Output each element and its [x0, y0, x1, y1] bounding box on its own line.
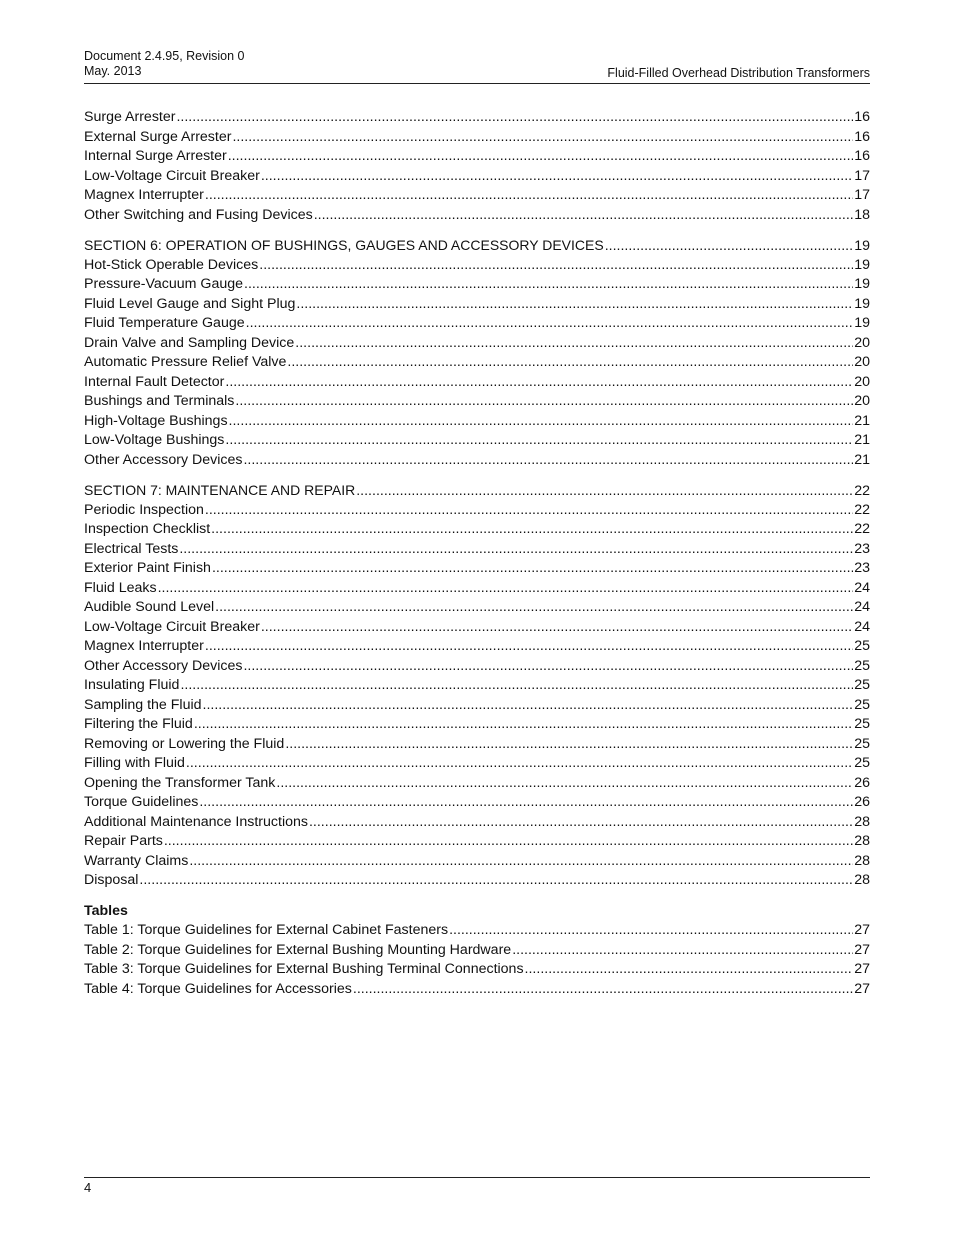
toc-entry-title: Torque Guidelines	[84, 794, 199, 810]
tables-heading: Tables	[84, 902, 128, 919]
toc-entry-page: 27	[854, 922, 870, 938]
toc-group	[84, 481, 870, 891]
toc-entry-page: 22	[854, 521, 870, 537]
toc-entry-title: External Surge Arrester	[84, 128, 232, 145]
dot-leader	[259, 256, 853, 276]
toc-entry-title: Pressure-Vacuum Gauge	[84, 276, 244, 292]
toc-entry-page: 23	[854, 560, 870, 576]
toc-entry[interactable]	[84, 501, 870, 521]
toc-entry-page: 24	[854, 599, 870, 615]
toc-entry-title: Low-Voltage Circuit Breaker	[84, 618, 260, 635]
toc-entry-title: Removing or Lowering the Fluid	[84, 735, 285, 752]
toc-entry-page: 19	[854, 295, 870, 312]
toc-entry[interactable]	[84, 334, 870, 354]
toc-entry[interactable]	[84, 256, 870, 276]
page-number: 4	[84, 1180, 92, 1195]
toc-section-heading[interactable]	[84, 481, 870, 501]
toc-entry[interactable]	[84, 637, 870, 657]
toc-entry-page: 16	[854, 109, 870, 125]
toc-entry[interactable]	[84, 295, 870, 315]
dot-leader	[205, 501, 853, 521]
toc-entry-title: Other Accessory Devices	[84, 657, 243, 674]
toc-entry[interactable]	[84, 618, 870, 638]
toc-entry-page: 24	[854, 618, 870, 635]
toc-entry[interactable]	[84, 559, 870, 579]
toc-entry-page: 21	[854, 451, 870, 468]
toc-entry[interactable]	[84, 128, 870, 148]
page-footer	[84, 1177, 870, 1195]
toc-entry-title: Fluid Temperature Gauge	[84, 315, 245, 331]
toc-entry-title: Hot-Stick Operable Devices	[84, 256, 259, 273]
dot-leader	[243, 451, 853, 471]
toc-entry-title: Internal Fault Detector	[84, 373, 225, 390]
toc-entry[interactable]	[84, 314, 870, 334]
page-header	[84, 49, 870, 84]
toc-entry[interactable]	[84, 412, 870, 432]
toc-entry[interactable]	[84, 832, 870, 852]
toc-entry-title: Exterior Paint Finish	[84, 560, 211, 576]
toc-entry-page: 21	[854, 432, 870, 448]
dot-leader	[243, 657, 853, 677]
dot-leader	[139, 871, 853, 891]
toc-entry[interactable]	[84, 676, 870, 696]
toc-entry[interactable]	[84, 147, 870, 167]
dot-leader	[525, 960, 854, 980]
toc-entry-title: Automatic Pressure Relief Valve	[84, 354, 287, 370]
toc-entry[interactable]	[84, 540, 870, 560]
toc-entry-page: 20	[854, 334, 870, 351]
dot-leader	[353, 980, 853, 1000]
toc-entry[interactable]	[84, 657, 870, 677]
dot-leader	[225, 431, 853, 451]
toc-entry-title: Drain Valve and Sampling Device	[84, 334, 295, 351]
toc-entry-title: Low-Voltage Bushings	[84, 432, 225, 448]
dot-leader	[164, 832, 853, 852]
toc-entry-page: 17	[854, 187, 870, 203]
toc-entry[interactable]	[84, 392, 870, 412]
toc-entry-title: Warranty Claims	[84, 852, 189, 869]
toc-entry-page: 23	[854, 540, 870, 557]
toc-entry[interactable]	[84, 451, 870, 471]
tables-list	[84, 902, 870, 1000]
toc-entry-title: Other Switching and Fusing Devices	[84, 206, 313, 223]
toc-entry[interactable]	[84, 108, 870, 128]
toc-entry-page: 25	[854, 755, 870, 771]
document-date: May. 2013	[84, 64, 142, 78]
toc-entry[interactable]	[84, 852, 870, 872]
toc-entry-title: Table 4: Torque Guidelines for Accessories	[84, 980, 352, 997]
toc-entry[interactable]	[84, 167, 870, 187]
toc-entry[interactable]	[84, 754, 870, 774]
toc-entry-title: Audible Sound Level	[84, 599, 215, 615]
toc-entry-page: 26	[854, 774, 870, 791]
toc-entry-title: Repair Parts	[84, 833, 163, 849]
toc-entry-title: SECTION 7: MAINTENANCE AND REPAIR	[84, 482, 356, 498]
toc-entry-title: Opening the Transformer Tank	[84, 774, 276, 791]
toc-entry-page: 25	[854, 638, 870, 654]
toc-entry-title: Internal Surge Arrester	[84, 148, 227, 164]
dot-leader	[295, 334, 853, 354]
toc-entry-title: Additional Maintenance Instructions	[84, 813, 308, 830]
toc-entry-title: Fluid Leaks	[84, 579, 157, 596]
document-info	[84, 49, 245, 79]
toc-entry-title: Insulating Fluid	[84, 677, 180, 693]
toc-entry-page: 26	[854, 794, 870, 810]
toc-entry-page: 19	[854, 315, 870, 331]
toc-entry[interactable]	[84, 696, 870, 716]
toc-entry-page: 19	[854, 276, 870, 292]
dot-leader	[309, 813, 853, 833]
toc-entry-page: 20	[854, 373, 870, 390]
dot-leader	[228, 147, 853, 167]
dot-leader	[199, 793, 853, 813]
toc-entry-page: 24	[854, 579, 870, 596]
toc-entry-page: 16	[854, 148, 870, 164]
dot-leader	[212, 559, 853, 579]
toc-entry-title: Periodic Inspection	[84, 501, 204, 518]
toc-entry-page: 27	[854, 961, 870, 977]
toc-entry-page: 17	[854, 167, 870, 184]
dot-leader	[246, 314, 854, 334]
dot-leader	[512, 941, 853, 961]
dot-leader	[211, 520, 853, 540]
dot-leader	[186, 754, 853, 774]
toc-entry-title: Bushings and Terminals	[84, 393, 235, 409]
toc-entry-title: Surge Arrester	[84, 109, 176, 125]
toc-entry[interactable]	[84, 793, 870, 813]
dot-leader	[314, 206, 854, 226]
toc-group	[84, 236, 870, 470]
toc-entry-title: Electrical Tests	[84, 540, 179, 557]
toc-entry-page: 25	[854, 716, 870, 732]
toc-entry[interactable]	[84, 206, 870, 226]
toc-entry-page: 25	[854, 657, 870, 674]
toc-entry-page: 27	[854, 941, 870, 958]
toc-entry[interactable]	[84, 960, 870, 980]
toc-entry-title: Disposal	[84, 872, 139, 888]
toc-entry-title: Magnex Interrupter	[84, 187, 204, 203]
toc-entry-title: Filling with Fluid	[84, 755, 185, 771]
toc-entry[interactable]	[84, 431, 870, 451]
dot-leader	[176, 108, 853, 128]
toc-entry-title: Magnex Interrupter	[84, 638, 204, 654]
toc-entry-page: 25	[854, 735, 870, 752]
toc-entry[interactable]	[84, 520, 870, 540]
dot-leader	[356, 482, 853, 502]
toc-entry[interactable]	[84, 941, 870, 961]
dot-leader	[261, 167, 853, 187]
toc-entry-page: 25	[854, 677, 870, 693]
toc-section-heading[interactable]	[84, 236, 870, 256]
toc-entry-page: 28	[854, 852, 870, 869]
dot-leader	[189, 852, 853, 872]
dot-leader	[180, 676, 853, 696]
dot-leader	[205, 186, 853, 206]
dot-leader	[276, 774, 853, 794]
dot-leader	[605, 237, 854, 257]
toc-entry-page: 22	[854, 483, 870, 499]
document-title: Fluid-Filled Overhead Distribution Transformers	[607, 66, 870, 80]
toc-entry-page: 19	[854, 256, 870, 273]
dot-leader	[287, 353, 853, 373]
toc-entry-title: Other Accessory Devices	[84, 451, 243, 468]
dot-leader	[225, 373, 853, 393]
toc-entry-page: 28	[854, 813, 870, 830]
dot-leader	[158, 579, 854, 599]
toc-entry-page: 21	[854, 412, 870, 429]
toc-entry-page: 18	[854, 206, 870, 223]
toc-entry-page: 22	[854, 501, 870, 518]
toc-entry-title: SECTION 6: OPERATION OF BUSHINGS, GAUGES AND ACCESSORY DEVICES	[84, 237, 604, 253]
dot-leader	[244, 275, 853, 295]
toc-entry[interactable]	[84, 598, 870, 618]
toc-entry[interactable]	[84, 980, 870, 1000]
toc-entry-page: 20	[854, 354, 870, 370]
toc-entry[interactable]	[84, 353, 870, 373]
dot-leader	[449, 921, 853, 941]
dot-leader	[235, 392, 853, 412]
dot-leader	[203, 696, 854, 716]
toc-entry-page: 19	[854, 238, 870, 254]
toc-entry-page: 27	[854, 980, 870, 997]
toc-entry[interactable]	[84, 774, 870, 794]
toc-entry-title: Fluid Level Gauge and Sight Plug	[84, 295, 296, 312]
toc-entry-page: 25	[854, 696, 870, 713]
toc-entry[interactable]	[84, 715, 870, 735]
toc-entry-title: Table 1: Torque Guidelines for External Cabinet Fasteners	[84, 922, 449, 938]
toc-entry[interactable]	[84, 921, 870, 941]
toc-entry[interactable]	[84, 813, 870, 833]
dot-leader	[285, 735, 853, 755]
toc-entry-page: 28	[854, 872, 870, 888]
toc-entry-title: Sampling the Fluid	[84, 696, 202, 713]
toc-entry-title: Table 2: Torque Guidelines for External Bushing Mounting Hardware	[84, 941, 512, 958]
dot-leader	[215, 598, 853, 618]
toc-entry[interactable]	[84, 871, 870, 891]
toc-entry-title: Inspection Checklist	[84, 521, 211, 537]
dot-leader	[261, 618, 853, 638]
toc-entry-page: 16	[854, 128, 870, 145]
toc-entry[interactable]	[84, 275, 870, 295]
toc-entry-title: Table 3: Torque Guidelines for External Bushing Terminal Connections	[84, 961, 524, 977]
toc-entry-title: High-Voltage Bushings	[84, 412, 228, 429]
toc-entry[interactable]	[84, 735, 870, 755]
toc-entry-page: 28	[854, 833, 870, 849]
dot-leader	[179, 540, 853, 560]
table-of-contents	[84, 108, 870, 1010]
dot-leader	[296, 295, 853, 315]
toc-entry-title: Low-Voltage Circuit Breaker	[84, 167, 260, 184]
dot-leader	[205, 637, 853, 657]
toc-entry[interactable]	[84, 373, 870, 393]
document-revision: Document 2.4.95, Revision 0	[84, 49, 245, 63]
dot-leader	[232, 128, 853, 148]
toc-entry[interactable]	[84, 186, 870, 206]
toc-group	[84, 108, 870, 225]
toc-entry-page: 20	[854, 393, 870, 409]
dot-leader	[194, 715, 853, 735]
dot-leader	[229, 412, 854, 432]
toc-entry[interactable]	[84, 579, 870, 599]
toc-entry-title: Filtering the Fluid	[84, 716, 193, 732]
